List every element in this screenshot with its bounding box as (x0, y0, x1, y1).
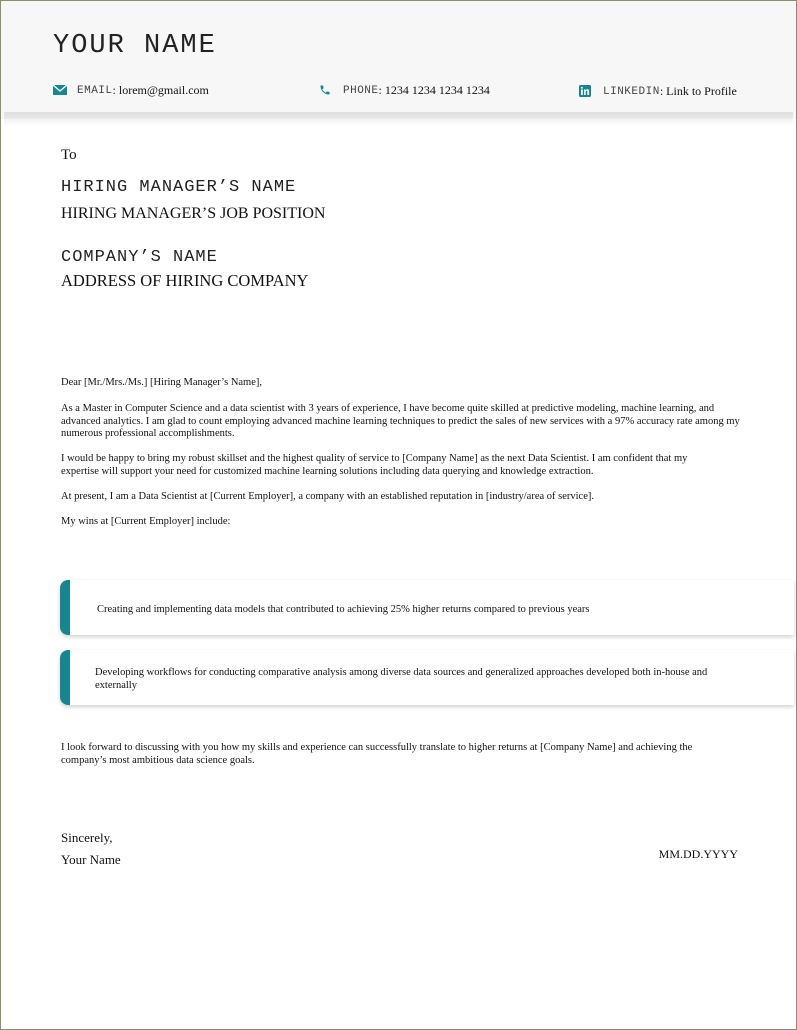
applicant-name: YOUR NAME (53, 31, 217, 61)
accent-bar (60, 650, 70, 705)
paragraph-2: I would be happy to bring my robust skillset and the highest quality of service to [Company Name] as the next Data Scientist. I am confident that my expertise will support your need for customized machine learning solutions including data querying and knowledge extraction. (61, 453, 688, 477)
linkedin-contact: LINKEDIN : Link to Profile (579, 84, 737, 99)
signature-name: Your Name (61, 852, 121, 867)
signoff: Sincerely, (61, 830, 113, 845)
company-name: COMPANY’S NAME (61, 248, 218, 267)
paragraph-3: At present, I am a Data Scientist at [Current Employer], a company with an established reputation in [industry/area of service]. (61, 491, 594, 502)
header-shadow (4, 112, 793, 126)
letter-date: MM.DD.YYYY (658, 847, 738, 861)
phone-label: PHONE (343, 84, 379, 97)
email-value[interactable]: lorem@gmail.com (118, 83, 209, 97)
linkedin-link[interactable]: Link to Profile (666, 84, 737, 98)
paragraph-1: As a Master in Computer Science and a data scientist with 3 years of experience, I have become quite skilled at predictive modeling, machine learning, and advanced analytics. I am glad to count employing advanced machine learning techniques to predict the sales of new services with a 97% accuracy rate among my numerous professional accomplishments. (61, 403, 740, 439)
paragraph-4: My wins at [Current Employer] include: (61, 516, 231, 527)
email-contact: EMAIL : lorem@gmail.com (53, 83, 209, 98)
envelope-icon (53, 84, 67, 98)
win-item: Creating and implementing data models that contributed to achieving 25% higher returns compared to previous years (97, 604, 590, 615)
header (1, 1, 796, 119)
accent-bar (60, 580, 70, 635)
win-item: Developing workflows for conducting comparative analysis among diverse data sources and generalized approaches developed both in-house and externally (95, 667, 708, 691)
email-label: EMAIL (77, 84, 113, 97)
win-card (60, 580, 794, 635)
phone-contact: PHONE : 1234 1234 1234 1234 (319, 83, 490, 98)
linkedin-icon (579, 85, 593, 99)
hiring-manager-position: HIRING MANAGER’S JOB POSITION (61, 205, 326, 222)
linkedin-label: LINKEDIN (603, 85, 660, 98)
company-address: ADDRESS OF HIRING COMPANY (61, 271, 309, 290)
win-card (60, 650, 794, 705)
phone-value: 1234 1234 1234 1234 (384, 83, 490, 97)
hiring-manager-name: HIRING MANAGER’S NAME (61, 178, 297, 197)
salutation: Dear [Mr./Mrs./Ms.] [Hiring Manager’s Name], (61, 377, 263, 388)
to-label: To (61, 147, 77, 163)
closing-paragraph: I look forward to discussing with you how my skills and experience can successfully translate to higher returns at [Company Name] and achieving the company’s most ambitious data science goals. (61, 742, 693, 766)
phone-icon (319, 84, 333, 98)
